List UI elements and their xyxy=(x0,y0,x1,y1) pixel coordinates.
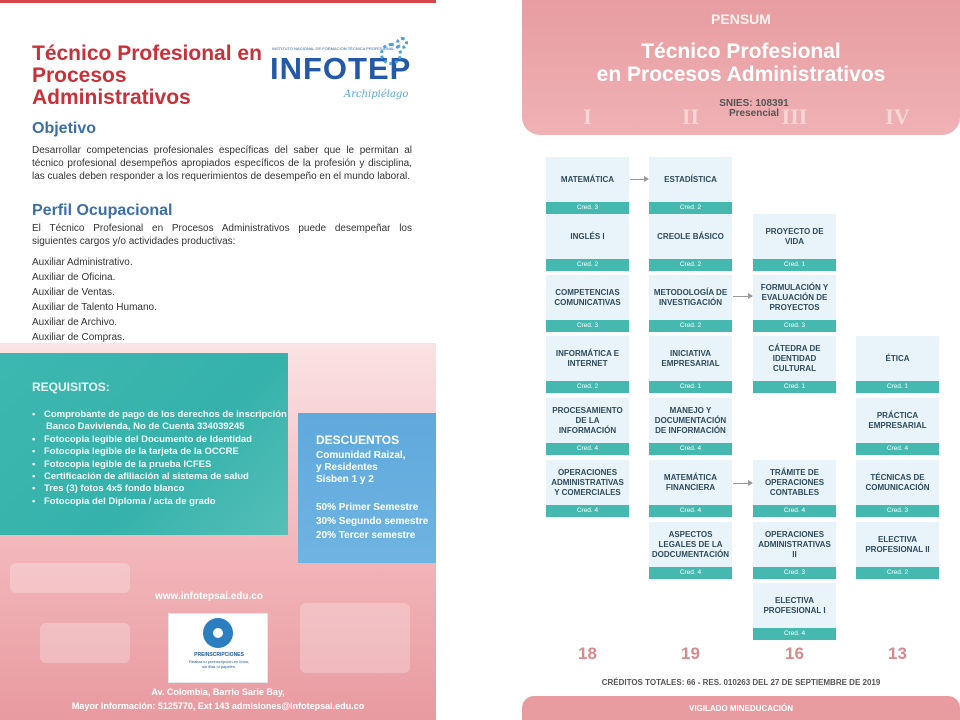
course-credits: Cred. 4 xyxy=(753,505,836,517)
prerequisite-arrow-icon xyxy=(733,483,752,484)
footer-text: VIGILADO MINEDUCACIÓN xyxy=(689,704,793,713)
pensum-panel xyxy=(522,0,960,720)
course-name: ELECTIVA PROFESIONAL II xyxy=(865,534,930,554)
perfil-heading: Perfil Ocupacional xyxy=(32,202,173,219)
perfil-text: El Técnico Profesional en Procesos Administrativos puede desempeñar los siguientes cargos y/o actividades productivas: xyxy=(32,223,412,247)
semester-label: IV xyxy=(885,104,910,129)
course-card xyxy=(856,398,939,455)
course-credits: Cred. 3 xyxy=(546,202,629,214)
descuentos-box xyxy=(298,413,436,563)
total-credits-text: CRÉDITOS TOTALES: 66 - RES. 010263 DEL 27 DE SEPTIEMBRE DE 2019 xyxy=(601,678,881,687)
course-credits: Cred. 3 xyxy=(753,320,836,332)
requisito-item xyxy=(32,471,288,483)
course-credits: Cred. 3 xyxy=(856,505,939,517)
job-item: Auxiliar de Oficina. xyxy=(32,272,116,283)
descuentos-title: DESCUENTOS xyxy=(316,433,400,447)
course-credits: Cred. 4 xyxy=(753,628,836,640)
descuentos-line: Sisben 1 y 2 xyxy=(316,474,374,485)
small-gear-icon xyxy=(396,37,408,49)
pensum-title-line1: Técnico Profesional xyxy=(641,40,841,63)
descuentos-line: y Residentes xyxy=(316,462,378,473)
course-card xyxy=(856,460,939,517)
course-name: ÉTICA xyxy=(885,353,910,363)
course-name: COMPETENCIAS COMUNICATIVAS xyxy=(554,287,621,307)
course-credits: Cred. 2 xyxy=(546,259,629,271)
bullet-icon: • xyxy=(32,483,36,495)
requisito-item xyxy=(32,496,288,508)
requisito-continuation: Banco Davivienda, No de Cuenta 334039245 xyxy=(46,421,245,433)
discount-line: 30% Segundo semestre xyxy=(316,516,429,527)
job-item: Auxiliar de Talento Humano. xyxy=(32,302,157,313)
course-name: MANEJO Y DOCUMENTACIÓN DE INFORMACIÓN xyxy=(654,405,727,435)
job-item: Auxiliar de Ventas. xyxy=(32,287,115,298)
course-name: PRÁCTICA EMPRESARIAL xyxy=(868,410,927,430)
job-item: Auxiliar de Archivo. xyxy=(32,317,118,328)
course-name: INICIATIVA EMPRESARIAL xyxy=(661,348,720,368)
course-name: PROCESAMIENTO DE LA INFORMACIÓN xyxy=(552,405,623,435)
discount-line: 20% Tercer semestre xyxy=(316,530,416,541)
logo-institution-text: INSTITUTO NACIONAL DE FORMACIÓN TÉCNICA PROFESIONAL xyxy=(272,46,395,51)
requisito-item xyxy=(32,483,288,495)
course-credits: Cred. 1 xyxy=(649,381,732,393)
course-credits: Cred. 2 xyxy=(649,320,732,332)
course-card xyxy=(649,522,732,579)
course-card xyxy=(753,583,836,640)
objetivo-text: Desarrollar competencias profesionales específicas del saber que le permitan al técnico profesional desempeños apropiados específicos de la profesión y disciplina, las cuales deben responder a los requerimientos de desempeño en el mundo laboral. xyxy=(32,145,412,182)
job-item: Auxiliar Administrativo. xyxy=(32,257,133,268)
course-card xyxy=(546,398,629,455)
infotep-logo xyxy=(268,43,418,105)
requisitos-box xyxy=(0,353,288,535)
course-credits: Cred. 4 xyxy=(546,505,629,517)
semester-label: III xyxy=(781,104,808,129)
semester-label: I xyxy=(583,104,592,129)
course-card xyxy=(546,275,629,332)
course-card xyxy=(649,398,732,455)
course-credits: Cred. 2 xyxy=(649,259,732,271)
requisito-text: Fotocopia legible del Documento de Identidad xyxy=(44,433,252,445)
requisito-item xyxy=(32,434,288,446)
semester-total: 18 xyxy=(578,644,597,663)
modality-text: Presencial xyxy=(728,108,780,119)
course-card xyxy=(546,214,629,271)
course-card xyxy=(546,460,629,517)
prerequisite-arrow-icon xyxy=(733,296,752,297)
course-card xyxy=(753,214,836,271)
pensum-header xyxy=(522,0,960,135)
bullet-icon: • xyxy=(32,458,36,470)
course-name: TRÁMITE DE OPERACIONES CONTABLES xyxy=(764,467,825,497)
requisitos-list xyxy=(32,409,288,508)
course-name: METODOLOGÍA DE INVESTIGACIÓN xyxy=(653,287,728,307)
course-name: OPERACIONES ADMINISTRATIVAS II xyxy=(758,529,831,559)
course-card xyxy=(649,157,732,214)
semester-total: 13 xyxy=(888,644,907,663)
course-credits: Cred. 4 xyxy=(649,443,732,455)
descuentos-line: Comunidad Raizal, xyxy=(316,450,406,461)
prerequisite-arrow-icon xyxy=(630,179,648,180)
course-name: INFORMÁTICA E INTERNET xyxy=(555,348,620,368)
course-name: PROYECTO DE VIDA xyxy=(765,226,824,246)
course-card xyxy=(649,336,732,393)
course-credits: Cred. 4 xyxy=(649,505,732,517)
brochure-left-panel xyxy=(0,0,436,720)
course-credits: Cred. 1 xyxy=(856,381,939,393)
requisitos-title: REQUISITOS: xyxy=(32,380,110,394)
website-link[interactable]: www.infotepsai.edu.co xyxy=(155,591,263,602)
requisito-text: Fotocopia legible de la prueba ICFES xyxy=(44,458,212,470)
course-name: MATEMÁTICA FINANCIERA xyxy=(663,472,718,492)
course-name: ESTADÍSTICA xyxy=(664,174,717,184)
course-name: ASPECTOS LEGALES DE LA DODCUMENTACIÓN xyxy=(651,529,730,559)
footer-band xyxy=(522,696,960,720)
program-title-line2: Procesos Administrativos xyxy=(32,64,191,109)
course-card xyxy=(546,157,629,214)
course-name: CREOLE BÁSICO xyxy=(657,231,724,241)
job-item: Auxiliar de Compras. xyxy=(32,332,125,343)
course-name: MATEMÁTICA xyxy=(560,174,615,184)
course-card xyxy=(753,275,836,332)
course-credits: Cred. 2 xyxy=(649,202,732,214)
requisito-item xyxy=(32,459,288,471)
discount-line: 50% Primer Semestre xyxy=(316,502,419,513)
course-credits: Cred. 2 xyxy=(856,567,939,579)
course-credits: Cred. 1 xyxy=(753,381,836,393)
requisito-text: Certificación de afiliación al sistema de salud xyxy=(44,471,249,483)
bullet-icon: • xyxy=(32,495,36,507)
course-credits: Cred. 2 xyxy=(546,381,629,393)
logo-subtitle: Archipiélago xyxy=(344,89,409,100)
course-name: INGLÉS I xyxy=(570,231,605,241)
preinscripciones-card[interactable] xyxy=(168,613,268,683)
semester-total: 19 xyxy=(681,644,700,663)
preinscripciones-subtitle: Realiza tu preinscripción en línea, sin filas ni papeles. xyxy=(188,659,250,669)
requisito-text: Comprobante de pago de los derechos de inscripción xyxy=(44,409,287,420)
course-card xyxy=(753,522,836,579)
pensum-title-line2: en Procesos Administrativos xyxy=(596,63,886,86)
course-name: CÁTEDRA DE IDENTIDAD CULTURAL xyxy=(768,343,821,373)
requisito-text: Tres (3) fotos 4x5 fondo blanco xyxy=(44,483,185,495)
course-credits: Cred. 3 xyxy=(753,567,836,579)
course-card xyxy=(856,336,939,393)
course-card xyxy=(649,460,732,517)
course-name: OPERACIONES ADMINISTRATIVAS Y COMERCIALES xyxy=(551,467,624,497)
pensum-label: PENSUM xyxy=(711,11,771,27)
requisito-item xyxy=(32,409,288,434)
course-card xyxy=(753,460,836,517)
jobs-list xyxy=(32,255,157,345)
course-card xyxy=(753,336,836,393)
address-text: Av. Colombia, Barrio Sarie Bay, xyxy=(151,687,285,697)
course-credits: Cred. 3 xyxy=(546,320,629,332)
course-name: ELECTIVA PROFESIONAL I xyxy=(763,595,826,615)
pensum-title xyxy=(522,40,960,86)
snies-code xyxy=(712,99,796,119)
preinscripciones-icon xyxy=(203,618,233,648)
bullet-icon: • xyxy=(32,471,36,483)
bullet-icon: • xyxy=(32,446,36,458)
bullet-icon: • xyxy=(32,433,36,445)
course-card xyxy=(856,522,939,579)
course-card xyxy=(546,336,629,393)
requisito-text: Fotocopia del Diploma / acta de grado xyxy=(44,495,216,507)
snies-text: SNIES: 108391 xyxy=(719,98,789,109)
course-name: TÉCNICAS DE COMUNICACIÓN xyxy=(865,472,930,492)
requisito-text: Fotocopia legible de la tarjeta de la OCCRE xyxy=(44,446,239,458)
course-name: FORMULACIÓN Y EVALUACIÓN DE PROYECTOS xyxy=(760,282,829,312)
program-title-line1: Técnico Profesional en xyxy=(32,42,262,65)
semester-total: 16 xyxy=(785,644,804,663)
objetivo-heading: Objetivo xyxy=(32,120,97,137)
program-title xyxy=(32,43,262,109)
contact-text: Mayor información: 5125770, Ext 143 admisiones@infotepsai.edu.co xyxy=(71,701,365,711)
requisito-item xyxy=(32,446,288,458)
course-credits: Cred. 4 xyxy=(546,443,629,455)
logo-wordmark: INFOTEP xyxy=(270,51,412,86)
semester-label: II xyxy=(681,104,700,129)
course-card xyxy=(649,214,732,271)
course-credits: Cred. 4 xyxy=(856,443,939,455)
bullet-icon: • xyxy=(32,409,36,420)
course-card xyxy=(649,275,732,332)
course-credits: Cred. 1 xyxy=(753,259,836,271)
preinscripciones-title: PREINSCRIPCIONES xyxy=(194,652,244,658)
course-credits: Cred. 4 xyxy=(649,567,732,579)
